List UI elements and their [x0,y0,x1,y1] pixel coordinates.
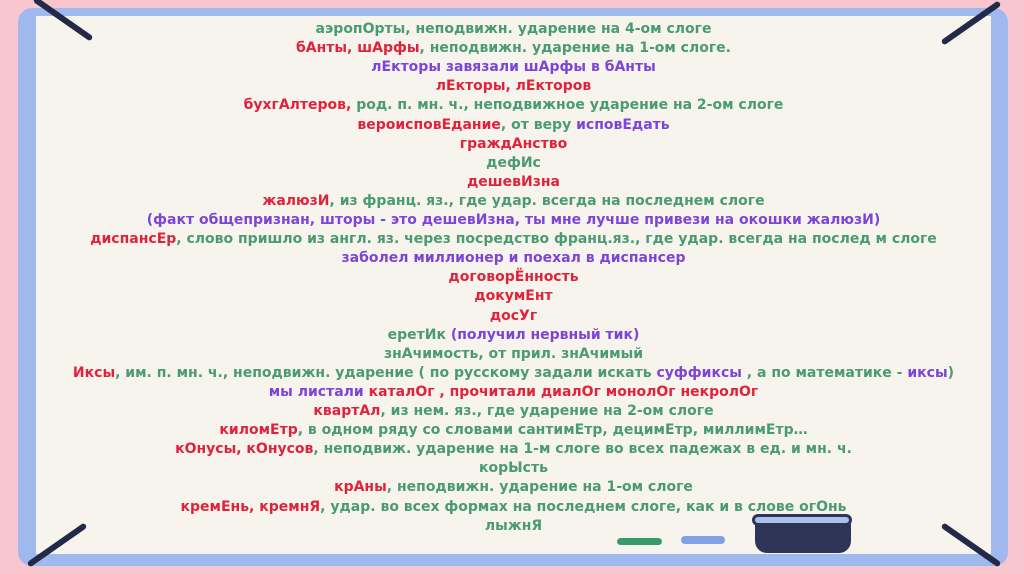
text-segment: Иксы [72,364,116,381]
text-segment: еретИк [387,326,451,343]
text-line [36,459,991,477]
text-segment: , из нем. яз., где ударение на 2-ом слоге [380,403,714,419]
text-segment: , в одном ряду со словами сантимЕтр, децимЕтр, миллимЕтр… [297,422,808,439]
text-segment: иксы [907,364,948,381]
text-segment: суффиксы [656,364,742,381]
text-segment: , неподвиж. ударение на 1-м слоге во всех падежах в ед. и мн. ч. [313,441,852,458]
text-segment: корЫсть [479,460,548,477]
green-chalk-icon [617,538,662,545]
text-segment: жалюзИ [262,192,330,209]
text-segment: дешевИзна [467,173,560,190]
text-segment: диспансЕр [90,231,177,248]
text-line [36,268,991,286]
text-segment: , неподвижн. ударение на 1-ом слоге [386,479,693,496]
text-line [36,402,991,420]
text-line [36,478,991,496]
text-line [36,498,991,516]
board-eraser-top [752,514,852,526]
text-line [36,287,991,305]
text-line [36,326,991,344]
text-line [36,154,991,172]
text-segment: докумЕнт [474,288,553,305]
text-segment: исповЕдать [576,116,670,133]
text-segment: заболел миллионер и поехал в диспансер [341,250,686,267]
text-segment: , им. п. мн. ч., неподвижн. ударение ( по русскому задали искать [115,364,657,381]
text-line [36,116,991,134]
text-segment: киломЕтр [219,422,298,439]
text-segment: лЕкторы, лЕкторов [435,78,592,95]
text-segment: лЕкторы завязали шАрфы в бАнты [371,59,656,76]
text-segment: ) [947,364,955,381]
text-segment: , из франц. яз., где удар. всегда на последнем слоге [329,192,765,209]
text-segment: аэропОрты, неподвижн. ударение на 4-ом слоге [315,21,712,37]
text-segment: дефИс [486,154,541,171]
text-line [36,77,991,95]
text-line [36,383,991,401]
text-segment: досУг [489,307,538,324]
text-segment: , от веру [500,116,577,133]
text-segment: род. п. мн. ч., неподвижное ударение на 2-ом слоге [351,97,784,114]
text-segment: кОнусы, кОнусов [175,441,314,458]
text-segment: , удар. во всех формах на последнем слоге, как и в слове огОнь [320,498,847,515]
blue-chalk-icon [681,536,725,544]
text-line [36,211,991,229]
text-line [36,39,991,57]
text-segment: бАнты, шАрфы [296,40,420,57]
text-segment: (факт общепризнан, шторы - это дешевИзна, ты мне лучше привези на окошки жалюзИ) [146,212,881,228]
text-line [36,96,991,114]
text-line [36,421,991,439]
text-segment: (получил нервный тик) [450,326,640,343]
text-line [36,135,991,153]
text-segment: , слово пришло из англ. яз. через посредство франц.яз., где удар. всегда на послед м слоге [176,231,937,248]
text-segment: крАны [334,479,387,496]
text-segment: бухгАлтеров, [243,97,352,114]
text-segment: квартАл [313,403,381,419]
text-segment: граждАнство [459,135,568,152]
text-line [36,20,991,38]
text-segment: , а по математике - [741,364,908,381]
text-line [36,345,991,363]
text-line [36,364,991,382]
text-segment: мы листали [268,383,369,400]
text-segment: каталОг , прочитали диалОг монолОг некролОг [368,383,759,400]
text-line [36,192,991,210]
text-line [36,173,991,191]
text-line [36,249,991,267]
text-segment: знАчимость, от прил. знАчимый [383,345,644,362]
slide-text [36,18,991,552]
text-line [36,440,991,458]
text-segment: договорЁнность [448,269,579,286]
text-segment: , неподвижн. ударение на 1-ом слоге. [419,40,731,57]
text-segment: вероисповЕдание [357,116,501,133]
text-line [36,230,991,248]
text-line [36,307,991,325]
text-segment: лыжнЯ [484,517,543,534]
text-segment: кремЕнь, кремнЯ [180,498,321,515]
text-line [36,58,991,76]
